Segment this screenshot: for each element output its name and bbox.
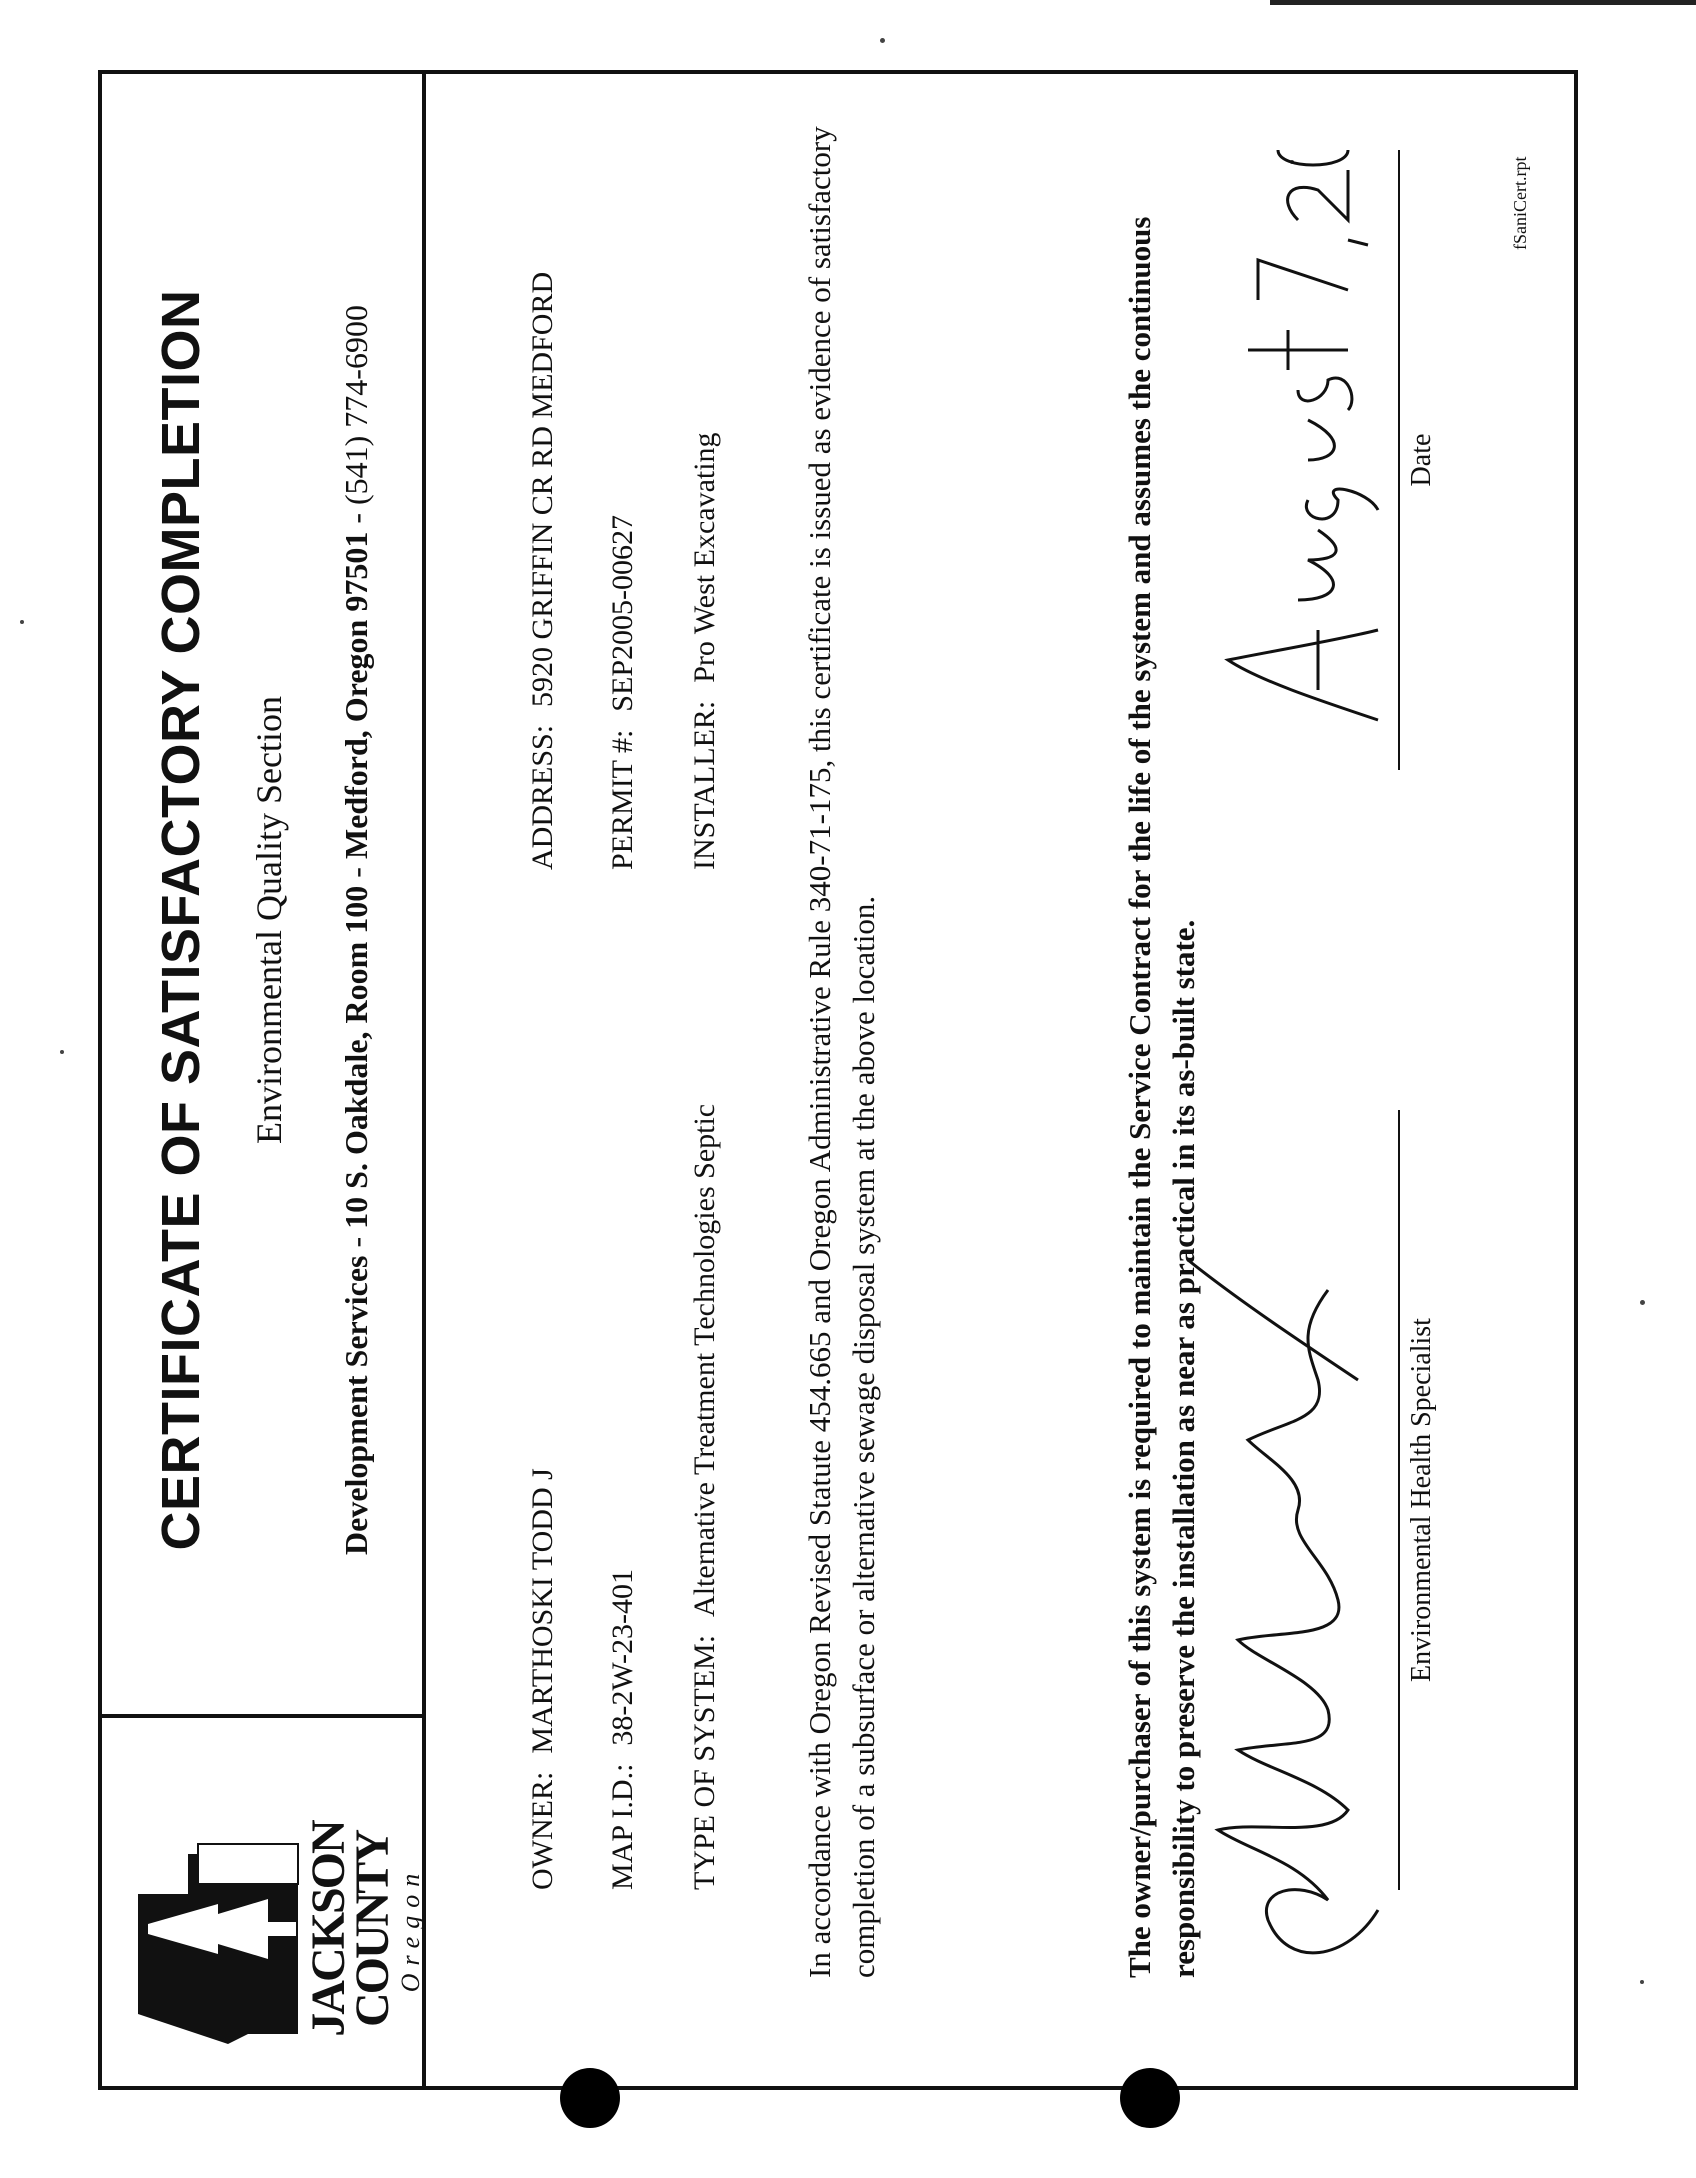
system-type-label: TYPE OF SYSTEM: xyxy=(688,1634,721,1890)
mapid-field xyxy=(606,1569,640,1890)
address-label: ADDRESS: xyxy=(526,724,559,870)
speckle xyxy=(60,1050,64,1054)
address-value: 5920 GRIFFIN CR RD MEDFORD xyxy=(526,271,559,707)
report-filename: fSaniCert.rpt xyxy=(1510,156,1530,250)
section-name: Environmental Quality Section xyxy=(249,696,289,1144)
specialist-signature-line xyxy=(1398,1110,1400,1890)
system-type-field xyxy=(688,1104,722,1890)
permit-label: PERMIT #: xyxy=(606,729,639,870)
speckle xyxy=(20,620,24,624)
date-signature-line xyxy=(1398,150,1400,770)
street-address: 10 S. Oakdale, Room 100 xyxy=(338,885,374,1229)
owner-label: OWNER: xyxy=(526,1771,559,1890)
permit-field xyxy=(606,515,640,870)
mapid-value: 38-2W-23-401 xyxy=(606,1568,639,1746)
jackson-county-logo xyxy=(128,1804,428,2054)
office-address-line: Development Services - 10 S. Oakdale, Room 100 - Medford, Oregon 97501 - (541) 774-6900 xyxy=(338,305,374,1555)
installer-label: INSTALLER: xyxy=(688,700,721,870)
specialist-signature xyxy=(1178,1220,1408,1980)
system-type-value: Alternative Treatment Technologies Septic xyxy=(688,1103,721,1617)
certificate-title: CERTIFICATE OF SATISFACTORY COMPLETION xyxy=(151,289,211,1551)
speckle xyxy=(1640,1980,1644,1984)
logo-county: COUNTY xyxy=(346,1831,399,2028)
permit-value: SEP2005-00627 xyxy=(606,515,639,712)
logo-jackson: JACKSON xyxy=(302,1821,355,2037)
owner-field xyxy=(526,1468,560,1890)
address-field xyxy=(526,272,560,870)
date-label: Date xyxy=(1406,433,1437,487)
certificate-statement: In accordance with Oregon Revised Statute 454.665 and Oregon Administrative Rule 340-71-175, this certificate is issued as evidence of satisfactory completion of a subsurface or alternative sewage disposal system at the above location. xyxy=(802,126,881,1978)
scan-edge xyxy=(1270,0,1696,5)
city-state-zip: Medford, Oregon 97501 xyxy=(338,531,374,860)
phone-number: (541) 774-6900 xyxy=(338,305,374,506)
installer-value: Pro West Excavating xyxy=(688,432,721,683)
owner-responsibility-notice: The owner/purchaser of this system is required to maintain the Service Contract for the life of the system and assumes the continuous responsibility to preserve the installation as near as practical in its as-built state. xyxy=(1122,216,1201,1978)
installer-field xyxy=(688,432,722,870)
speckle xyxy=(880,38,885,43)
mapid-label: MAP I.D.: xyxy=(606,1763,639,1890)
certificate-content xyxy=(98,70,1578,2090)
county-map-tree-icon xyxy=(128,1804,308,2054)
speckle xyxy=(1640,1300,1645,1305)
logo-oregon: Oregon xyxy=(396,1865,425,1993)
handwritten-date xyxy=(1198,140,1398,740)
owner-value: MARTHOSKI TODD J xyxy=(526,1468,559,1754)
department-name: Development Services xyxy=(338,1255,374,1555)
specialist-label: Environmental Health Specialist xyxy=(1406,1318,1437,1682)
